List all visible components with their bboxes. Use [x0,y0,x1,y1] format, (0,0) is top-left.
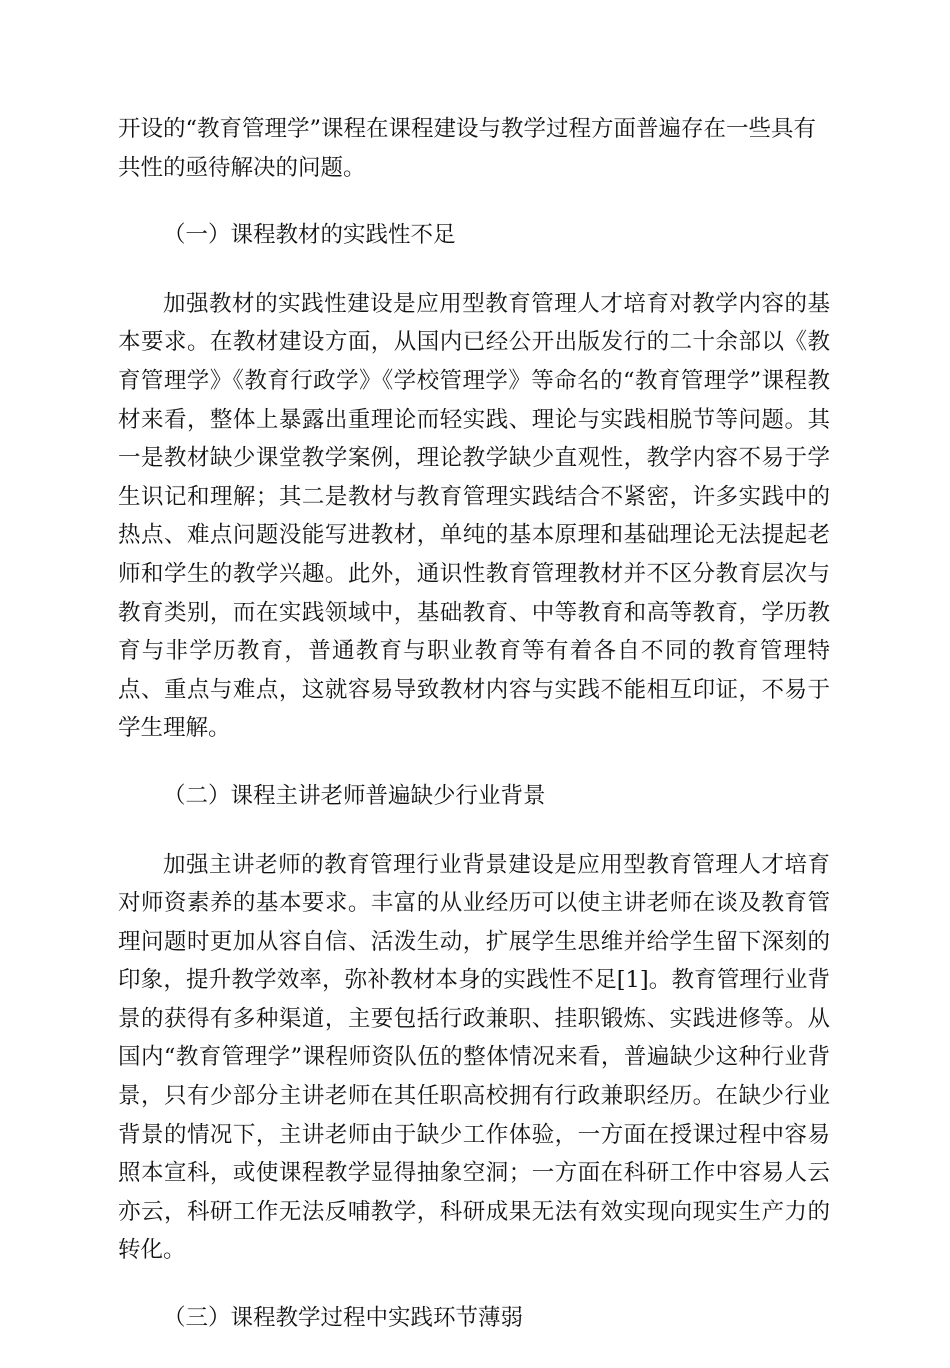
document-body [118,110,830,1368]
section-1-heading: （一）课程教材的实践性不足 [163,222,456,249]
section-1-paragraph: 加强教材的实践性建设是应用型教育管理人才培育对教学内容的基本要求。在教材建设方面，从国内已经公开出版发行的二十余部以《教育管理学》《教育行政学》《学校管理学》等命名的“教育管理学”课程教材来看，整体上暴露出重理论而轻实践、理论与实践相脱节等问题。其一是教材缺少课堂教学案例，理论教学缺少直观性，教学内容不易于学生识记和理解；其二是教材与教育管理实践结合不紧密，许多实践中的热点、难点问题没能写进教材，单纯的基本原理和基础理论无法提起老师和学生的教学兴趣。此外，通识性教育管理教材并不区分教育层次与教育类别，而在实践领域中，基础教育、中等教育和高等教育，学历教育与非学历教育，普通教育与职业教育等有着各自不同的教育管理特点、重点与难点，这就容易导致教材内容与实践不能相互印证，不易于学生理解。 [118,290,830,742]
section-2-heading: （二）课程主讲老师普遍缺少行业背景 [163,782,546,809]
section-3-heading: （三）课程教学过程中实践环节薄弱 [163,1305,524,1332]
section-2-paragraph: 加强主讲老师的教育管理行业背景建设是应用型教育管理人才培育对师资素养的基本要求。丰富的从业经历可以使主讲老师在谈及教育管理问题时更加从容自信、活泼生动，扩展学生思维并给学生留下深刻的印象，提升教学效率，弥补教材本身的实践性不足[1]。教育管理行业背景的获得有多种渠道，主要包括行政兼职、挂职锻炼、实践进修等。从国内“教育管理学”课程师资队伍的整体情况来看，普遍缺少这种行业背景，只有少部分主讲老师在其任职高校拥有行政兼职经历。在缺少行业背景的情况下，主讲老师由于缺少工作体验，一方面在授课过程中容易照本宣科，或使课程教学显得抽象空洞；一方面在科研工作中容易人云亦云，科研工作无法反哺教学，科研成果无法有效实现向现实生产力的转化。 [118,851,830,1264]
intro-continuation-paragraph: 开设的“教育管理学”课程在课程建设与教学过程方面普遍存在一些具有共性的亟待解决的问题。 [118,116,817,181]
